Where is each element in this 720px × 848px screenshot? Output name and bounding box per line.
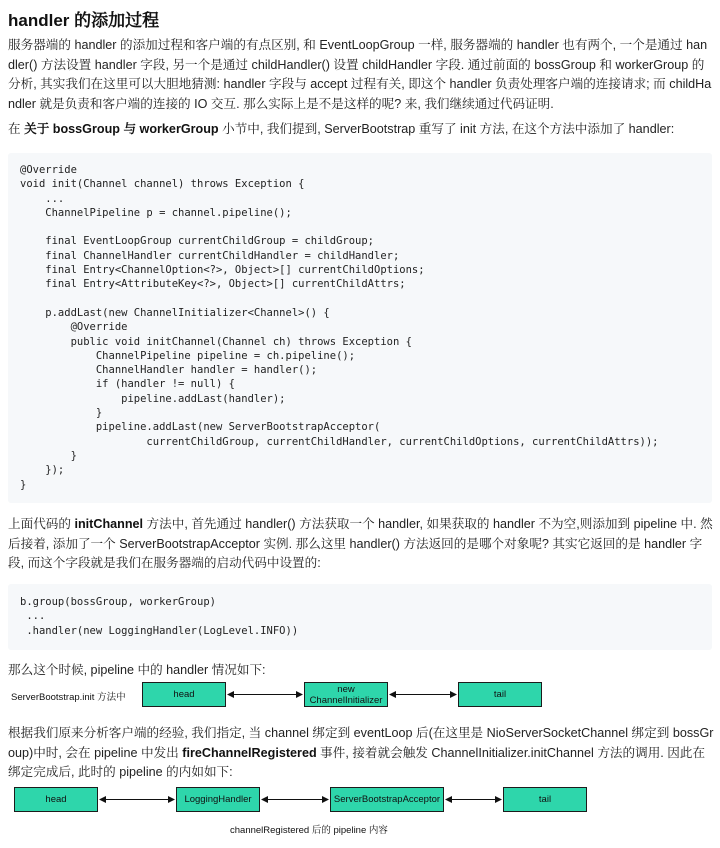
code-line: ChannelHandler handler = handler();	[20, 364, 318, 377]
section-heading: handler 的添加过程	[8, 11, 160, 30]
diagram2-node-head: head	[14, 787, 98, 812]
code-line: final EventLoopGroup currentChildGroup = childGroup;	[20, 235, 375, 248]
code-line: @Override	[20, 321, 128, 334]
code-line: });	[20, 464, 65, 477]
event-name-text: fireChannelRegistered	[182, 745, 317, 760]
code-line: @Override	[20, 164, 77, 176]
diagram1-caption: ServerBootstrap.init 方法中	[11, 692, 126, 703]
code-line: currentChildGroup, currentChildHandler, currentChildOptions, currentChildAttrs));	[20, 435, 659, 448]
text-post: 方法中, 首先通过 handler() 方法获取一个 handler, 如果获取的 handler 不为空,则添加到 pipeline 中. 然后接着, 添加了一个 ServerBootstrapAcceptor 实例. 那么这里 handler() 方法返回的是哪个对象呢? 其实它返回的是 handler 字段, 而这个字段就是我们在服务器端的启动代码中设置的:	[8, 517, 713, 570]
code-line: final ChannelHandler currentChildHandler = childHandler;	[20, 249, 400, 262]
text-pre: 在	[8, 122, 25, 136]
diagram1-node-tail: tail	[458, 682, 542, 707]
code-line: pipeline.addLast(handler);	[20, 392, 286, 405]
code-line: ChannelPipeline p = channel.pipeline();	[20, 206, 292, 219]
code-line: }	[20, 478, 27, 491]
text-post: 事件, 接着就会触发 ChannelInitializer.initChannel 方法的调用. 因此在绑定完成后, 此时的 pipeline 的内如如下:	[8, 745, 706, 779]
diagram2-node-tail: tail	[503, 787, 587, 812]
diagram2-node-logging-handler: LoggingHandler	[176, 787, 260, 812]
code-line: }	[20, 449, 77, 462]
code-line: ...	[20, 610, 46, 623]
code-line: }	[20, 407, 103, 420]
diagram2-node-server-bootstrap-acceptor: ServerBootstrapAcceptor	[330, 787, 444, 812]
code-line: final Entry<ChannelOption<?>, Object>[] currentChildOptions;	[20, 264, 425, 277]
pipeline-state-paragraph: 那么这个时候, pipeline 中的 handler 情况如下:	[8, 663, 266, 677]
method-name-text: initChannel	[74, 517, 144, 531]
text-post: 小节中, 我们提到, ServerBootstrap 重写了 init 方法, 在这个方法中添加了 handler:	[218, 122, 675, 136]
diagram1-node-head: head	[142, 682, 226, 707]
text-pre: 上面代码的	[8, 517, 75, 531]
code-line: ChannelPipeline pipeline = ch.pipeline();	[20, 349, 356, 362]
code-line: void init(Channel channel) throws Exception {	[20, 178, 305, 191]
diagram2-caption: channelRegistered 后的 pipeline 内容	[230, 825, 388, 836]
code-line: .handler(new LoggingHandler(LogLevel.INFO))	[20, 624, 299, 637]
code-line: p.addLast(new ChannelInitializer<Channel>() {	[20, 306, 330, 319]
code-line: b.group(bossGroup, workerGroup)	[20, 596, 216, 608]
section-link-text: 关于 bossGroup 与 workerGroup	[24, 122, 219, 136]
code-line: pipeline.addLast(new ServerBootstrapAcceptor(	[20, 421, 381, 434]
text-pre: 根据我们原来分析客户端的经验, 我们指定, 当 channel 绑定到 eventLoop 后(在这里是 NioServerSocketChannel 绑定到 bossGroup)中时, 会在 pipeline 中发出	[8, 726, 714, 760]
code-line: final Entry<AttributeKey<?>, Object>[] currentChildAttrs;	[20, 278, 406, 291]
code-line: public void initChannel(Channel ch) throws Exception {	[20, 335, 412, 348]
diagram1-node-channel-initializer: new ChannelInitializer	[304, 682, 388, 707]
intro-paragraph: 服务器端的 handler 的添加过程和客户端的有点区别, 和 EventLoopGroup 一样, 服务器端的 handler 也有两个, 一个是通过 handler() 方法设置 handler 字段, 另一个是通过 childHandler() 设置 childHandler 字段. 通过前面的 bossGroup 和 workerGroup 的分析, 其实我们在这里可以大胆地猜测: handler 字段与 accept 过程有关, 即这个 handler 负责处理客户端的连接请求; 而 childHandler 就是负责和客户端的连接的 IO 交互. 那么实际上是不是这样的呢? 来, 我们继续通过代码证明.	[8, 38, 712, 111]
code-line: ...	[20, 192, 65, 205]
code-line: if (handler != null) {	[20, 378, 235, 391]
